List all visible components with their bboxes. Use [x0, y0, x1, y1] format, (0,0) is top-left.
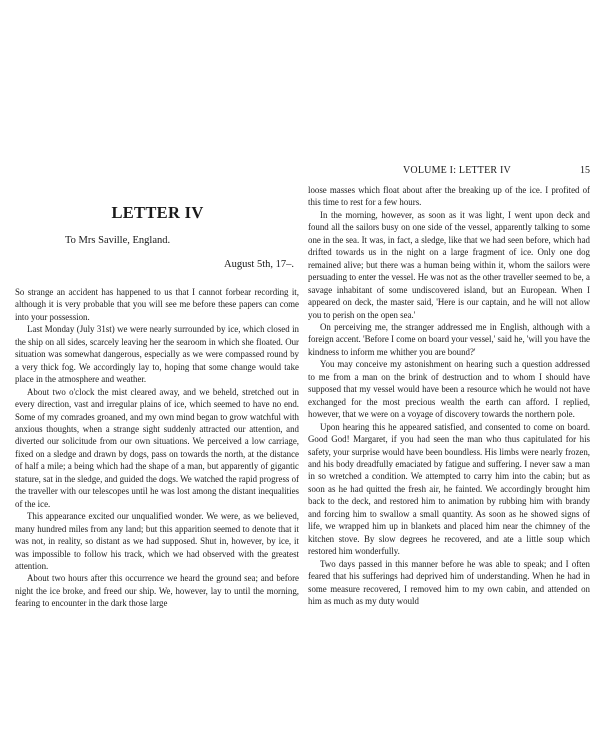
paragraph: In the morning, however, as soon as it was light, I went upon deck and found all the sailors busy on one side of the vessel, apparently talking to some one in the sea. It was, in fact, a sledge, like that we had seen before, which had drifted towards us in the night on a large fragment of ice. Only one dog remained alive; but there was a human being within it, whom the sailors were persuading to enter the vessel. He was not as the other traveller seemed to be, a savage inhabitant of some undiscovered island, but an European. When I appeared on deck, the master said, 'Here is our captain, and he will not allow you to perish on the open sea.'	[308, 209, 590, 320]
page-number: 15	[580, 165, 590, 176]
paragraph: This appearance excited our unqualified wonder. We were, as we believed, many hundred miles from any land; but this apparition seemed to denote that it was not, in reality, so distant as we had supposed. Shut in, however, by ice, it was impossible to follow his track, which we had observed with the greatest attention.	[15, 511, 299, 571]
right-page-body	[308, 184, 590, 607]
paragraph: Upon hearing this he appeared satisfied, and consented to come on board. Good God! Margaret, if you had seen the man who thus capitulated for his safety, your surprise would have been boundless. His limbs were nearly frozen, and his body dreadfully emaciated by fatigue and suffering. I never saw a man in so wretched a condition. We attempted to carry him into the cabin; but as soon as he had quitted the fresh air, he fainted. We accordingly brought him back to the deck, and restored him to animation by rubbing him with brandy and forcing him to swallow a small quantity. As soon as he showed signs of life, we wrapped him up in blankets and placed him near the chimney of the kitchen stove. By slow degrees he recovered, and ate a little soup which restored him wonderfully.	[308, 421, 590, 557]
paragraph: Two days passed in this manner before he was able to speak; and I often feared that his sufferings had deprived him of understanding. When he had in some measure recovered, I removed him to my own cabin, and attended on him as much as my duty would	[308, 558, 590, 606]
letter-addressee: To Mrs Saville, England.	[65, 235, 171, 246]
left-page-body	[15, 286, 299, 610]
paragraph: You may conceive my astonishment on hearing such a question addressed to me from a man on the brink of destruction and to whom I should have supposed that my vessel would have been a resource which he would not have exchanged for the most precious wealth the earth can afford. I replied, however, that we were on a voyage of discovery towards the northern pole.	[308, 359, 590, 420]
letter-dateline: August 5th, 17–.	[223, 259, 294, 270]
paragraph: On perceiving me, the stranger addressed me in English, although with a foreign accent. 'Before I come on board your vessel,' said he, 'will you have the kindness to inform me whither you are bound?'	[308, 321, 590, 357]
paragraph: loose masses which float about after the breaking up of the ice. I profited of this time to rest for a few hours.	[308, 185, 590, 208]
paragraph: About two hours after this occurrence we heard the ground sea; and before night the ice broke, and freed our ship. We, however, lay to until the morning, fearing to encounter in the dark those large	[15, 573, 299, 609]
running-head-title: VOLUME I: LETTER IV	[403, 165, 511, 176]
paragraph: So strange an accident has happened to us that I cannot forbear recording it, although it is very probable that you will see me before these papers can come into your possession.	[15, 287, 299, 322]
paragraph: Last Monday (July 31st) we were nearly surrounded by ice, which closed in the ship on all sides, scarcely leaving her the searoom in which she floated. Our situation was somewhat dangerous, especially as we were compassed round by a very thick fog. We accordingly lay to, hoping that some change would take place in the atmosphere and weather.	[15, 324, 299, 385]
paragraph: About two o'clock the mist cleared away, and we beheld, stretched out in every direction, vast and irregular plains of ice, which seemed to have no end. Some of my comrades groaned, and my own mind began to grow watchful with anxious thoughts, when a strange sight suddenly attracted our attention, and diverted our solicitude from our own situations. We perceived a low carriage, fixed on a sledge and drawn by dogs, pass on towards the north, at the distance of half a mile; a being which had the shape of a man, but apparently of gigantic stature, sat in the sledge, and guided the dogs. We watched the rapid progress of the traveller with our telescopes until he was lost among the distant inequalities of the ice.	[15, 386, 299, 509]
chapter-title: LETTER IV	[111, 203, 204, 222]
left-page	[15, 0, 300, 750]
right-page	[308, 0, 593, 750]
